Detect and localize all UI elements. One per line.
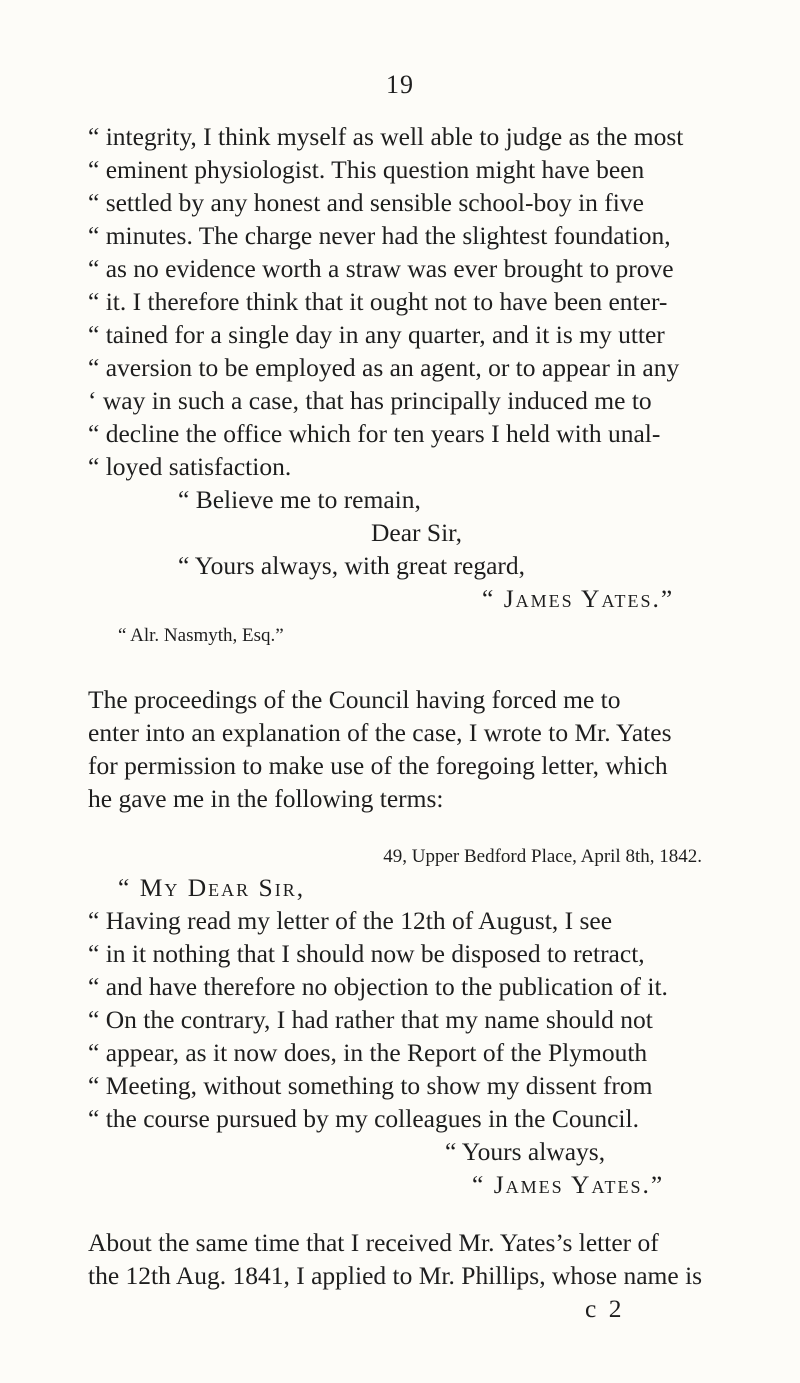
letter-1-line: “ loyed satisfaction. bbox=[88, 452, 292, 481]
letter-1-line: “ as no evidence worth a straw was ever brought to prove bbox=[88, 254, 674, 283]
page-number: 19 bbox=[386, 70, 414, 99]
letter-1-closing: “ Yours always, with great regard, bbox=[178, 551, 526, 580]
paragraph-line: he gave me in the following terms: bbox=[88, 784, 444, 813]
paragraph-line: The proceedings of the Council having forced me to bbox=[88, 685, 621, 714]
letter-1-addressee: “ Alr. Nasmyth, Esq.” bbox=[118, 625, 284, 646]
paragraph-line: About the same time that I received Mr. Yates’s letter of bbox=[88, 1228, 659, 1257]
letter-1-line: “ settled by any honest and sensible school-boy in five bbox=[88, 188, 644, 217]
paragraph-line: enter into an explanation of the case, I wrote to Mr. Yates bbox=[88, 718, 672, 747]
letter-1-line: “ integrity, I think myself as well able to judge as the most bbox=[88, 122, 684, 151]
letter-1-line: “ aversion to be employed as an agent, or to appear in any bbox=[88, 353, 680, 382]
paragraph-line: the 12th Aug. 1841, I applied to Mr. Phillips, whose name is bbox=[88, 1261, 703, 1290]
letter-2-line: “ and have therefore no objection to the publication of it. bbox=[88, 972, 668, 1001]
letter-1-line: “ it. I therefore think that it ought not to have been enter- bbox=[88, 287, 668, 316]
letter-2-signature: “ James Yates.” bbox=[472, 1170, 665, 1199]
letter-2-closing: “ Yours always, bbox=[445, 1137, 606, 1166]
letter-2-line: “ appear, as it now does, in the Report of the Plymouth bbox=[88, 1038, 648, 1067]
letter-1-line: “ eminent physiologist. This question might have been bbox=[88, 155, 645, 184]
letter-1-salutation: Dear Sir, bbox=[371, 518, 463, 547]
letter-1-line: ‘ way in such a case, that has principally induced me to bbox=[88, 386, 652, 415]
letter-2-line: “ the course pursued by my colleagues in the Council. bbox=[88, 1104, 639, 1133]
letter-2-dateline: 49, Upper Bedford Place, April 8th, 1842. bbox=[383, 846, 702, 867]
letter-1-line: “ tained for a single day in any quarter, and it is my utter bbox=[88, 320, 665, 349]
letter-1-line: “ minutes. The charge never had the slightest foundation, bbox=[88, 221, 671, 250]
letter-1-line: “ decline the office which for ten years I held with unal- bbox=[88, 419, 661, 448]
signature-mark: c 2 bbox=[585, 1294, 625, 1323]
letter-2-line: “ in it nothing that I should now be disposed to retract, bbox=[88, 939, 645, 968]
letter-2-salutation: “ My Dear Sir, bbox=[118, 873, 306, 902]
letter-2-line: “ Meeting, without something to show my dissent from bbox=[88, 1071, 653, 1100]
letter-2-line: “ On the contrary, I had rather that my name should not bbox=[88, 1005, 653, 1034]
letter-1-closing: “ Believe me to remain, bbox=[178, 485, 421, 514]
letter-1-signature: “ James Yates.” bbox=[482, 584, 675, 613]
letter-2-line: “ Having read my letter of the 12th of August, I see bbox=[88, 906, 613, 935]
paragraph-line: for permission to make use of the foregoing letter, which bbox=[88, 751, 668, 780]
